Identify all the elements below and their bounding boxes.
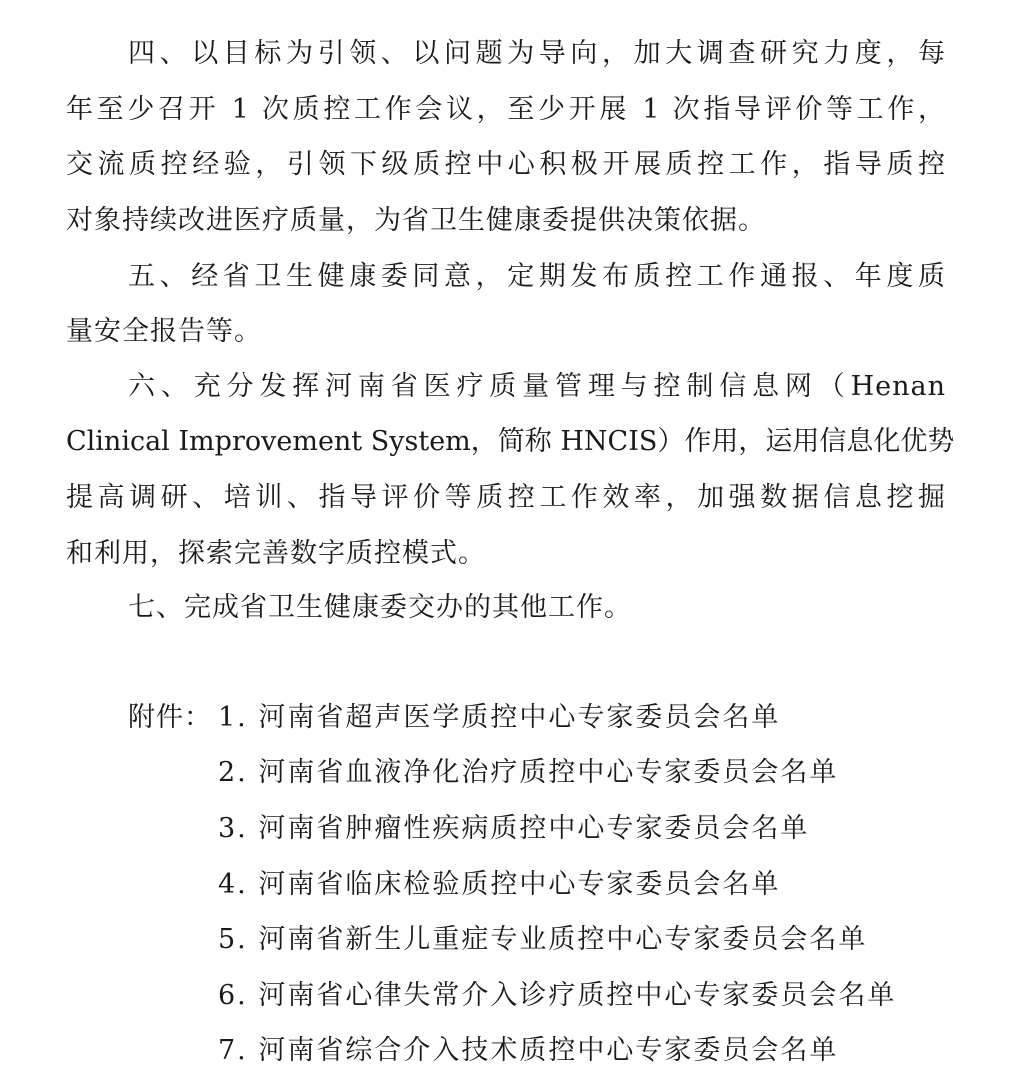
paragraph-7-line-1: 七、完成省卫生健康委交办的其他工作。 [128,592,632,623]
attachment-item-1: 1. 河南省超声医学质控中心专家委员会名单 [218,702,781,733]
paragraph-4-line-1: 四、以目标为引领、以问题为导向，加大调查研究力度，每 [128,38,946,69]
paragraph-5-line-1: 五、经省卫生健康委同意，定期发布质控工作通报、年度质 [128,261,946,292]
attachment-item-4: 4. 河南省临床检验质控中心专家委员会名单 [218,869,781,900]
attachment-item-7: 7. 河南省综合介入技术质控中心专家委员会名单 [218,1035,839,1066]
paragraph-4-line-4: 对象持续改进医疗质量，为省卫生健康委提供决策依据。 [66,205,766,236]
attachment-item-6: 6. 河南省心律失常介入诊疗质控中心专家委员会名单 [218,980,897,1011]
paragraph-4-line-3: 交流质控经验，引领下级质控中心积极开展质控工作，指导质控 [66,149,946,180]
paragraph-6-line-2: Clinical Improvement System，简称 HNCIS）作用，运用信息化优势 [66,426,955,457]
paragraph-6-line-1: 六、充分发挥河南省医疗质量管理与控制信息网（Henan [128,371,946,402]
paragraph-6-line-4: 和利用，探索完善数字质控模式。 [66,538,486,569]
paragraph-4-line-2: 年至少召开 1 次质控工作会议，至少开展 1 次指导评价等工作， [66,94,946,125]
attachment-item-2: 2. 河南省血液净化治疗质控中心专家委员会名单 [218,757,839,788]
paragraph-6-line-3: 提高调研、培训、指导评价等质控工作效率，加强数据信息挖掘 [66,482,946,513]
attachments-label: 附件： [128,702,212,733]
paragraph-5-line-2: 量安全报告等。 [66,316,262,347]
attachment-item-5: 5. 河南省新生儿重症专业质控中心专家委员会名单 [218,924,868,955]
attachment-item-3: 3. 河南省肿瘤性疾病质控中心专家委员会名单 [218,813,810,844]
